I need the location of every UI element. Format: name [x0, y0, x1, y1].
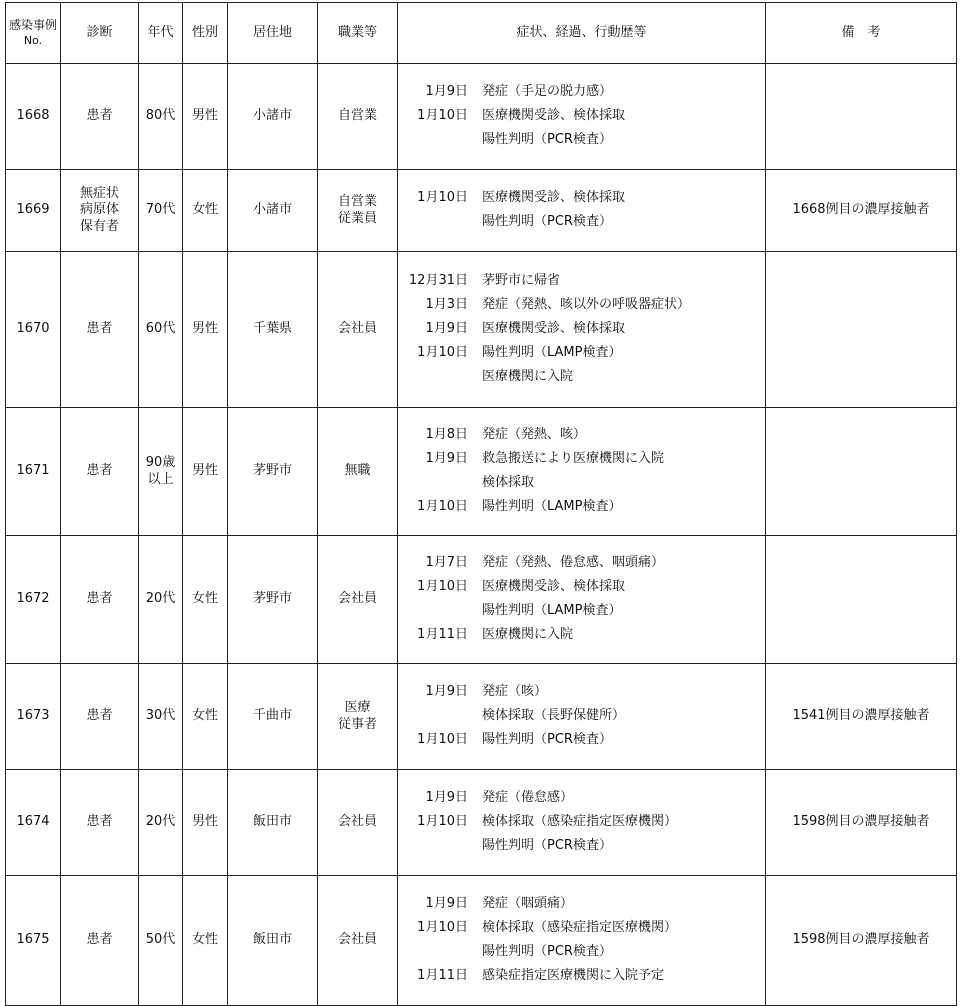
event-item [406, 811, 765, 835]
diagnosis-line: 患者 [86, 708, 113, 724]
age-cell [139, 252, 183, 408]
case-no-cell: 1673 [6, 664, 61, 770]
event-item [406, 576, 765, 600]
case-row [6, 664, 957, 770]
event-date: 1月3日 [425, 297, 468, 313]
note-cell [766, 536, 957, 664]
event-item [406, 600, 765, 624]
age-line: 90歳 [145, 455, 176, 471]
diagnosis-line: 患者 [86, 932, 113, 948]
event-item [406, 941, 765, 965]
event-item [406, 187, 765, 211]
event-text: 陽性判明（PCR検査） [482, 838, 612, 854]
event-text: 発症（咽頭痛） [482, 896, 574, 912]
occupation-line: 自営業 [337, 108, 377, 124]
event-text: 陽性判明（LAMP検査） [482, 345, 622, 361]
event-item [406, 366, 765, 390]
header-symptoms: 症状、経過、行動歴等 [398, 3, 766, 64]
event-text: 発症（発熱、咳） [482, 427, 587, 443]
symptoms-cell [398, 770, 766, 876]
occupation-line: 従業員 [337, 210, 377, 226]
case-no-cell: 1670 [6, 252, 61, 408]
event-item [406, 294, 765, 318]
event-date: 1月9日 [425, 321, 468, 337]
event-item [406, 496, 765, 520]
occupation-line: 自営業 [337, 194, 377, 210]
diagnosis-cell [61, 536, 139, 664]
event-list [406, 681, 765, 753]
event-item [406, 342, 765, 366]
event-list [406, 552, 765, 648]
case-row [6, 770, 957, 876]
occupation-line: 会社員 [337, 321, 377, 337]
diagnosis-line: 患者 [86, 814, 113, 830]
diagnosis-cell [61, 876, 139, 1006]
age-cell [139, 770, 183, 876]
diagnosis-cell [61, 252, 139, 408]
note-cell [766, 408, 957, 536]
diagnosis-line: 患者 [86, 591, 113, 607]
event-text: 医療機関受診、検体採取 [482, 108, 626, 124]
event-list [406, 424, 765, 520]
age-cell [139, 876, 183, 1006]
event-item [406, 835, 765, 859]
event-date: 1月9日 [425, 896, 468, 912]
diagnosis-line: 保有者 [79, 218, 119, 234]
event-text: 発症（手足の脱力感） [482, 84, 613, 100]
event-item [406, 318, 765, 342]
symptoms-cell [398, 876, 766, 1006]
event-item [406, 448, 765, 472]
residence-cell: 千葉県 [228, 252, 318, 408]
event-date: 1月10日 [417, 190, 468, 206]
case-row [6, 876, 957, 1006]
sex-cell: 女性 [183, 876, 228, 1006]
diagnosis-line: 患者 [86, 108, 113, 124]
event-item [406, 729, 765, 753]
event-text: 陽性判明（PCR検査） [482, 944, 612, 960]
header-case-no-suffix: No. [23, 34, 43, 47]
event-item [406, 893, 765, 917]
event-text: 陽性判明（PCR検査） [482, 214, 612, 230]
case-row [6, 170, 957, 252]
header-notes: 備 考 [766, 3, 957, 64]
event-item [406, 270, 765, 294]
event-date: 1月10日 [417, 732, 468, 748]
age-line: 20代 [145, 591, 176, 607]
case-no-cell: 1675 [6, 876, 61, 1006]
occupation-line: 会社員 [337, 591, 377, 607]
sex-cell: 女性 [183, 170, 228, 252]
occupation-line: 無職 [344, 463, 371, 479]
event-item [406, 129, 765, 153]
event-item [406, 681, 765, 705]
symptoms-cell [398, 64, 766, 170]
symptoms-cell [398, 408, 766, 536]
note-cell: 1598例目の濃厚接触者 [766, 770, 957, 876]
event-date: 1月7日 [425, 555, 468, 571]
event-item [406, 472, 765, 496]
case-row [6, 536, 957, 664]
note-cell: 1598例目の濃厚接触者 [766, 876, 957, 1006]
event-list [406, 787, 765, 859]
event-date: 1月11日 [417, 627, 468, 643]
residence-cell: 小諸市 [228, 64, 318, 170]
event-text: 感染症指定医療機関に入院予定 [482, 968, 665, 984]
header-age: 年代 [139, 3, 183, 64]
diagnosis-cell [61, 664, 139, 770]
event-text: 発症（発熱、咳以外の呼吸器症状） [482, 297, 691, 313]
age-line: 80代 [145, 108, 176, 124]
note-cell [766, 64, 957, 170]
case-no-cell: 1674 [6, 770, 61, 876]
event-text: 医療機関受診、検体採取 [482, 190, 626, 206]
residence-cell: 小諸市 [228, 170, 318, 252]
case-no-cell: 1669 [6, 170, 61, 252]
symptoms-cell [398, 536, 766, 664]
event-text: 医療機関に入院 [482, 369, 574, 385]
age-cell [139, 664, 183, 770]
occupation-cell [318, 770, 398, 876]
header-occupation: 職業等 [318, 3, 398, 64]
event-item [406, 552, 765, 576]
age-cell [139, 64, 183, 170]
event-date: 1月10日 [417, 345, 468, 361]
event-date: 12月31日 [408, 273, 468, 289]
header-row [6, 3, 957, 64]
age-cell [139, 408, 183, 536]
note-cell: 1541例目の濃厚接触者 [766, 664, 957, 770]
case-table [5, 2, 957, 1006]
note-cell [766, 252, 957, 408]
symptoms-cell [398, 252, 766, 408]
event-text: 茅野市に帰省 [482, 273, 561, 289]
residence-cell: 飯田市 [228, 770, 318, 876]
sex-cell: 男性 [183, 252, 228, 408]
residence-cell: 茅野市 [228, 536, 318, 664]
case-row [6, 408, 957, 536]
event-list [406, 81, 765, 153]
occupation-cell [318, 170, 398, 252]
event-date: 1月10日 [417, 499, 468, 515]
age-cell [139, 170, 183, 252]
occupation-line: 会社員 [337, 932, 377, 948]
event-item [406, 424, 765, 448]
event-text: 発症（咳） [482, 684, 548, 700]
diagnosis-cell [61, 408, 139, 536]
event-list [406, 187, 765, 235]
sex-cell: 男性 [183, 408, 228, 536]
residence-cell: 千曲市 [228, 664, 318, 770]
event-item [406, 105, 765, 129]
diagnosis-line: 患者 [86, 463, 113, 479]
event-item [406, 965, 765, 989]
event-item [406, 211, 765, 235]
event-date: 1月10日 [417, 814, 468, 830]
occupation-line: 会社員 [337, 814, 377, 830]
note-cell: 1668例目の濃厚接触者 [766, 170, 957, 252]
header-residence: 居住地 [228, 3, 318, 64]
event-date: 1月9日 [425, 84, 468, 100]
event-date: 1月10日 [417, 920, 468, 936]
event-text: 医療機関受診、検体採取 [482, 579, 626, 595]
event-text: 医療機関に入院 [482, 627, 574, 643]
occupation-cell [318, 536, 398, 664]
event-list [406, 893, 765, 989]
event-date: 1月9日 [425, 684, 468, 700]
occupation-cell [318, 408, 398, 536]
event-item [406, 81, 765, 105]
event-text: 検体採取 [482, 475, 535, 491]
age-line: 70代 [145, 202, 176, 218]
case-row [6, 64, 957, 170]
header-case-no: 感染事例 No. [6, 3, 61, 64]
symptoms-cell [398, 664, 766, 770]
case-no-cell: 1671 [6, 408, 61, 536]
event-text: 陽性判明（PCR検査） [482, 132, 612, 148]
sex-cell: 女性 [183, 536, 228, 664]
event-date: 1月11日 [417, 968, 468, 984]
event-text: 検体採取（感染症指定医療機関） [482, 814, 678, 830]
event-date: 1月9日 [425, 451, 468, 467]
age-line: 以上 [147, 471, 174, 487]
event-text: 陽性判明（LAMP検査） [482, 499, 622, 515]
event-text: 医療機関受診、検体採取 [482, 321, 626, 337]
occupation-cell [318, 664, 398, 770]
event-list [406, 270, 765, 390]
event-item [406, 705, 765, 729]
diagnosis-cell [61, 64, 139, 170]
diagnosis-cell [61, 770, 139, 876]
sex-cell: 男性 [183, 64, 228, 170]
diagnosis-cell [61, 170, 139, 252]
age-cell [139, 536, 183, 664]
age-line: 50代 [145, 932, 176, 948]
header-diagnosis: 診断 [61, 3, 139, 64]
residence-cell: 茅野市 [228, 408, 318, 536]
event-item [406, 624, 765, 648]
event-text: 陽性判明（LAMP検査） [482, 603, 622, 619]
case-no-cell: 1668 [6, 64, 61, 170]
diagnosis-line: 患者 [86, 321, 113, 337]
occupation-cell [318, 876, 398, 1006]
occupation-cell [318, 64, 398, 170]
header-sex: 性別 [183, 3, 228, 64]
event-date: 1月10日 [417, 579, 468, 595]
event-text: 検体採取（感染症指定医療機関） [482, 920, 678, 936]
event-date: 1月9日 [425, 790, 468, 806]
sex-cell: 男性 [183, 770, 228, 876]
case-row [6, 252, 957, 408]
event-text: 救急搬送により医療機関に入院 [482, 451, 665, 467]
event-text: 陽性判明（PCR検査） [482, 732, 612, 748]
case-rows [6, 64, 957, 1006]
event-date: 1月10日 [417, 108, 468, 124]
residence-cell: 飯田市 [228, 876, 318, 1006]
diagnosis-line: 病原体 [79, 202, 119, 218]
event-item [406, 787, 765, 811]
sex-cell: 女性 [183, 664, 228, 770]
event-date: 1月8日 [425, 427, 468, 443]
occupation-cell [318, 252, 398, 408]
age-line: 60代 [145, 321, 176, 337]
event-text: 検体採取（長野保健所） [482, 708, 626, 724]
occupation-line: 従事者 [337, 716, 377, 732]
diagnosis-line: 無症状 [79, 186, 119, 202]
age-line: 30代 [145, 708, 176, 724]
event-text: 発症（発熱、倦怠感、咽頭痛） [482, 555, 665, 571]
symptoms-cell [398, 170, 766, 252]
event-text: 発症（倦怠感） [482, 790, 574, 806]
event-item [406, 917, 765, 941]
age-line: 20代 [145, 814, 176, 830]
occupation-line: 医療 [344, 700, 371, 716]
case-no-cell: 1672 [6, 536, 61, 664]
